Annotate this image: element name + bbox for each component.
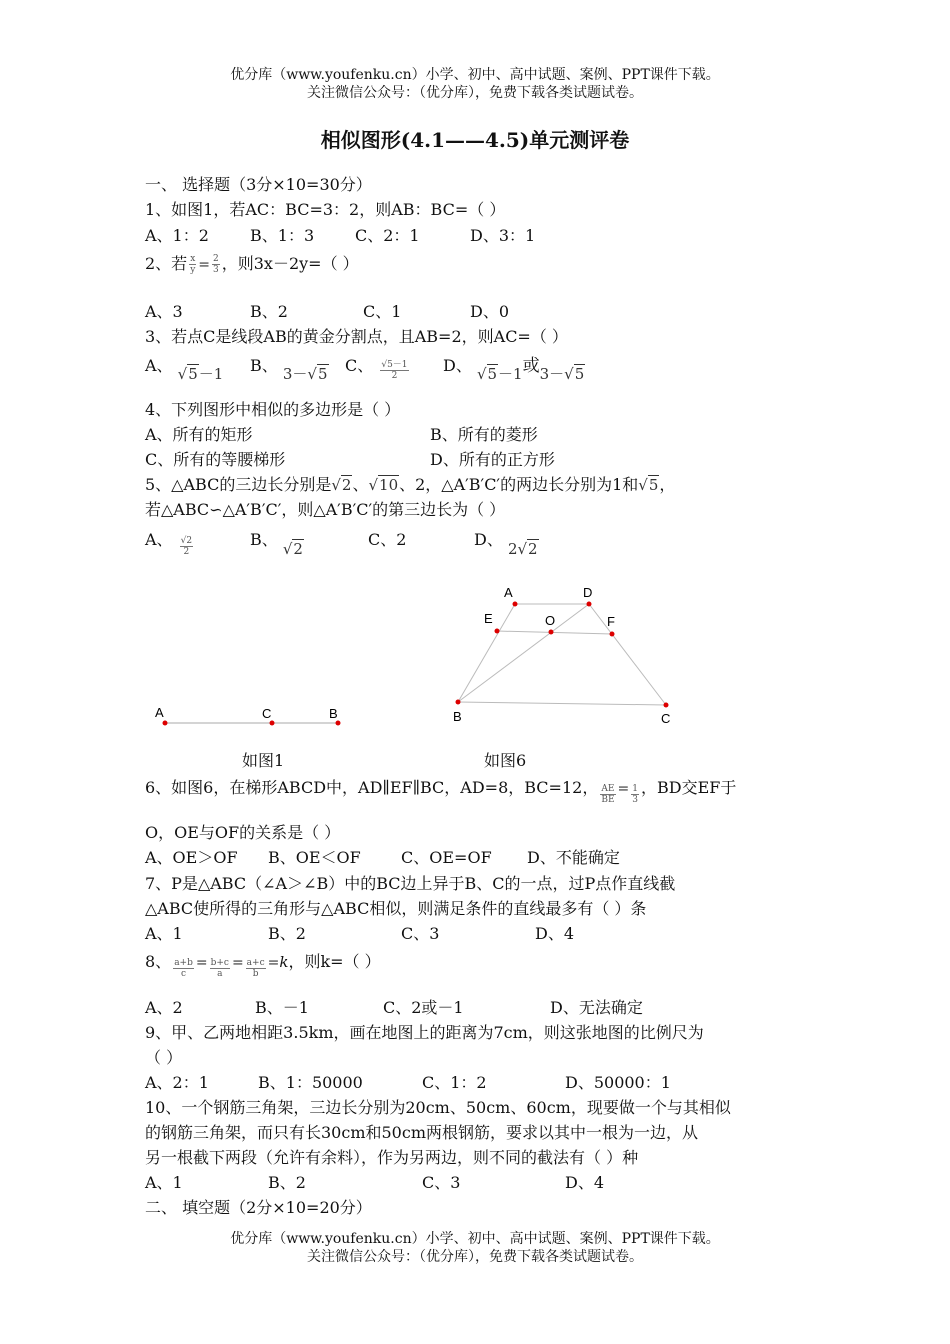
q5-d-value: 2√2 [507,540,538,558]
fig6-segment-bd [458,604,589,702]
q6-option-a: A、OE＞OF [145,848,238,867]
fig6-point-c [664,703,669,708]
q5-line1-b: 、2，△A′B′C′的两边长分别为1和 [399,475,639,494]
figure-6 [453,585,670,726]
q5-b-rad: 2 [293,540,303,558]
q5-a-label: A、 [145,530,173,549]
q7-option-c: C、3 [401,924,440,943]
q5-option-c: C、2 [368,530,407,549]
q3-b-value: 3－√5 [282,365,328,383]
footer-line-2: 关注微信公众号：（优分库），免费下载各类试题试卷。 [307,1249,643,1265]
q6-option-d: D、不能确定 [527,848,620,867]
q3-c-label: C、 [345,356,374,375]
section-1-heading: 一、 选择题（3分×10=30分） [145,175,372,194]
fig6-caption: 如图6 [484,751,527,770]
q9-option-c: C、1：2 [422,1073,487,1092]
q2-prefix: 2、若 [145,254,188,273]
q4-option-a: A、所有的矩形 [145,425,253,444]
q8-eq-2: = [231,955,244,971]
q5-sqrt10: √10 [368,476,399,494]
q5-comma: 、 [352,475,369,494]
q5-b-label: B、 [250,530,278,549]
q8-text [145,951,381,979]
figure-1 [155,705,341,726]
q6-suffix: ，BD交EF于 [640,778,737,797]
q10-option-b: B、2 [268,1173,306,1192]
q5-a-den: 2 [183,547,190,557]
q2-option-c: C、1 [363,302,402,321]
q6-r-den: 3 [632,795,638,805]
fig6-point-d [587,602,592,607]
q8-eq-3: = [267,955,280,971]
q5-d-label: D、 [474,530,503,549]
q6-f-num: AE [601,784,615,794]
fig6-point-a [513,602,518,607]
header-line-1: 优分库（www.youfenku.cn）小学、初中、高中试题、案例、PPT课件下载。 [230,67,720,83]
q3-b-label: B、 [250,356,278,375]
fig1-point-b [336,721,341,726]
q8-f2-den: a [217,969,223,979]
q3-d-rad1: 5 [487,365,498,383]
fig6-label-e: E [484,611,493,626]
q3-b-head: 3－ [282,365,308,383]
fig6-label-c: C [661,711,671,726]
fig1-caption: 如图1 [242,751,285,770]
q3-c-num: √5－1 [381,360,408,370]
q2-f2-den: 3 [213,265,219,275]
fig6-segment-ef [497,631,612,634]
fig1-point-a [163,721,168,726]
fig6-point-f [610,632,615,637]
q5-d-coef: 2 [507,540,518,558]
q8-f3-den: b [252,969,259,979]
q2-option-b: B、2 [250,302,288,321]
q3-d-label: D、 [443,356,472,375]
fig1-label-b: B [329,706,338,721]
fig6-point-b [456,700,461,705]
q3-c-den: 2 [391,371,398,381]
q2-option-d: D、0 [470,302,510,321]
q9-option-d: D、50000：1 [565,1073,671,1092]
fig6-segment-dc [589,604,666,705]
q1-option-b: B、1：3 [250,226,315,245]
q1-option-d: D、3：1 [470,226,536,245]
q5-line1-c: ， [659,475,676,494]
q8-option-a: A、2 [145,998,183,1017]
q2-eq: = [198,257,211,273]
q5-line-2: 若△ABC∽△A′B′C′，则△A′B′C′的第三边长为（ ） [145,500,506,519]
fig6-label-d: D [583,585,593,600]
q8-k: k [279,953,289,971]
q6-option-c: C、OE=OF [401,848,492,867]
fig6-label-o: O [545,613,556,628]
q6-option-b: B、OE＜OF [268,848,361,867]
q9-option-b: B、1：50000 [258,1073,363,1092]
q8-option-c: C、2或－1 [383,998,464,1017]
q3-d-head: 3－ [539,365,565,383]
q3-a-value: √5－1 [177,365,224,383]
q8-f1-num: a+b [174,958,193,968]
fig6-label-f: F [607,614,615,629]
q9-line-1: 9、甲、乙两地相距3.5km，画在地图上的距离为7cm，则这张地图的比例尺为 [145,1023,704,1042]
fig6-label-b: B [453,709,462,724]
q6-line-2: O，OE与OF的关系是（ ） [145,823,341,842]
header-line-2: 关注微信公众号：（优分库），免费下载各类试题试卷。 [307,85,643,101]
q4-option-c: C、所有的等腰梯形 [145,450,286,469]
q1-option-c: C、2：1 [355,226,420,245]
q6-fraction-1-3 [631,784,639,805]
q3-d-rad2: 5 [574,365,585,383]
q3-b-rad: 5 [317,365,328,383]
q1-option-a: A、1：2 [145,226,209,245]
footer-line-1: 优分库（www.youfenku.cn）小学、初中、高中试题、案例、PPT课件下载。 [230,1231,720,1247]
q10-option-c: C、3 [422,1173,461,1192]
q6-fraction-ae-be [600,784,615,805]
q5-r2: 10 [379,476,399,494]
q3-a-label: A、 [145,356,173,375]
q6-line-1 [145,777,737,805]
q5-d-rad: 2 [528,540,538,558]
q8-eq-1: = [195,955,208,971]
q7-line-2: △ABC使所得的三角形与△ABC相似，则满足条件的直线最多有（ ）条 [145,899,647,918]
fig6-point-e [495,629,500,634]
q4-option-d: D、所有的正方形 [430,450,555,469]
q8-fraction-1 [173,958,194,979]
q5-line1-a: 5、△ABC的三边长分别是 [145,475,332,494]
q8-prefix: 8、 [145,952,172,971]
fig6-point-o [549,630,554,635]
page-title: 相似图形(4.1——4.5)单元测评卷 [320,128,630,152]
fig6-segment-bc [458,702,666,705]
q8-fraction-2 [210,958,230,979]
section-2-heading: 二、 填空题（2分×10=20分） [145,1198,372,1217]
q4-option-b: B、所有的菱形 [430,425,538,444]
q8-f3-num: a+c [246,958,265,968]
q5-r3: 5 [648,476,659,494]
q5-b-value: √2 [282,540,303,558]
q10-option-a: A、1 [145,1173,183,1192]
q5-sqrt2: √2 [331,476,352,494]
q8-fraction-3 [246,958,266,979]
q6-eq: = [617,781,630,797]
q8-f1-den: c [181,969,187,979]
q6-r-num: 1 [632,784,638,794]
q3-a-tail: －1 [198,365,224,383]
q1-text: 1、如图1，若AC：BC=3：2，则AB：BC=（ ） [145,200,506,219]
q10-line-2: 的钢筋三角架，而只有长30cm和50cm两根钢筋，要求以其中一根为一边，从 [145,1123,698,1142]
q8-suffix: ，则k=（ ） [288,952,381,971]
q6-prefix: 6、如图6，在梯形ABCD中，AD∥EF∥BC，AD=8，BC=12， [145,778,599,797]
q5-a-num: √2 [180,536,193,546]
q6-f-den: BE [601,795,615,805]
q8-option-d: D、无法确定 [550,998,643,1017]
q9-option-a: A、2：1 [145,1073,209,1092]
q3-d-value-2: 3－√5 [539,365,585,383]
q8-option-b: B、－1 [255,998,309,1017]
q8-f2-num: b+c [210,958,229,968]
q7-option-d: D、4 [535,924,575,943]
fig1-point-c [270,721,275,726]
fig1-label-c: C [262,706,272,721]
q10-line-3: 另一根截下两段（允许有余料），作为另两边，则不同的截法有（ ）种 [145,1148,639,1167]
q7-option-a: A、1 [145,924,183,943]
q3-a-rad: 5 [188,365,198,383]
q2-f2-num: 2 [213,254,219,264]
fig6-label-a: A [504,585,513,600]
q10-line-1: 10、一个钢筋三角架，三边长分别为20cm、50cm、60cm，现要做一个与其相似 [145,1098,731,1117]
q7-option-b: B、2 [268,924,306,943]
q5-sqrt5: √5 [638,476,659,494]
q3-d-value-1: √5－1 [476,365,523,383]
q2-f1-den: y [190,265,196,275]
q3-d-or: 或 [522,356,540,376]
fig1-label-a: A [155,705,164,720]
q3-text: 3、若点C是线段AB的黄金分割点，且AB=2，则AC=（ ） [145,327,568,346]
q5-r1: 2 [341,476,352,494]
q7-line-1: 7、P是△ABC（∠A＞∠B）中的BC边上异于B、C的一点，过P点作直线截 [145,874,676,893]
q4-text: 4、下列图形中相似的多边形是（ ） [145,400,401,419]
q2-f1-num: x [190,254,196,264]
q9-line-2: （ ） [145,1048,183,1067]
q2-suffix: ，则3x－2y=（ ） [221,254,359,273]
q2-option-a: A、3 [145,302,183,321]
q3-d-tail: －1 [498,365,523,383]
q10-option-d: D、4 [565,1173,605,1192]
